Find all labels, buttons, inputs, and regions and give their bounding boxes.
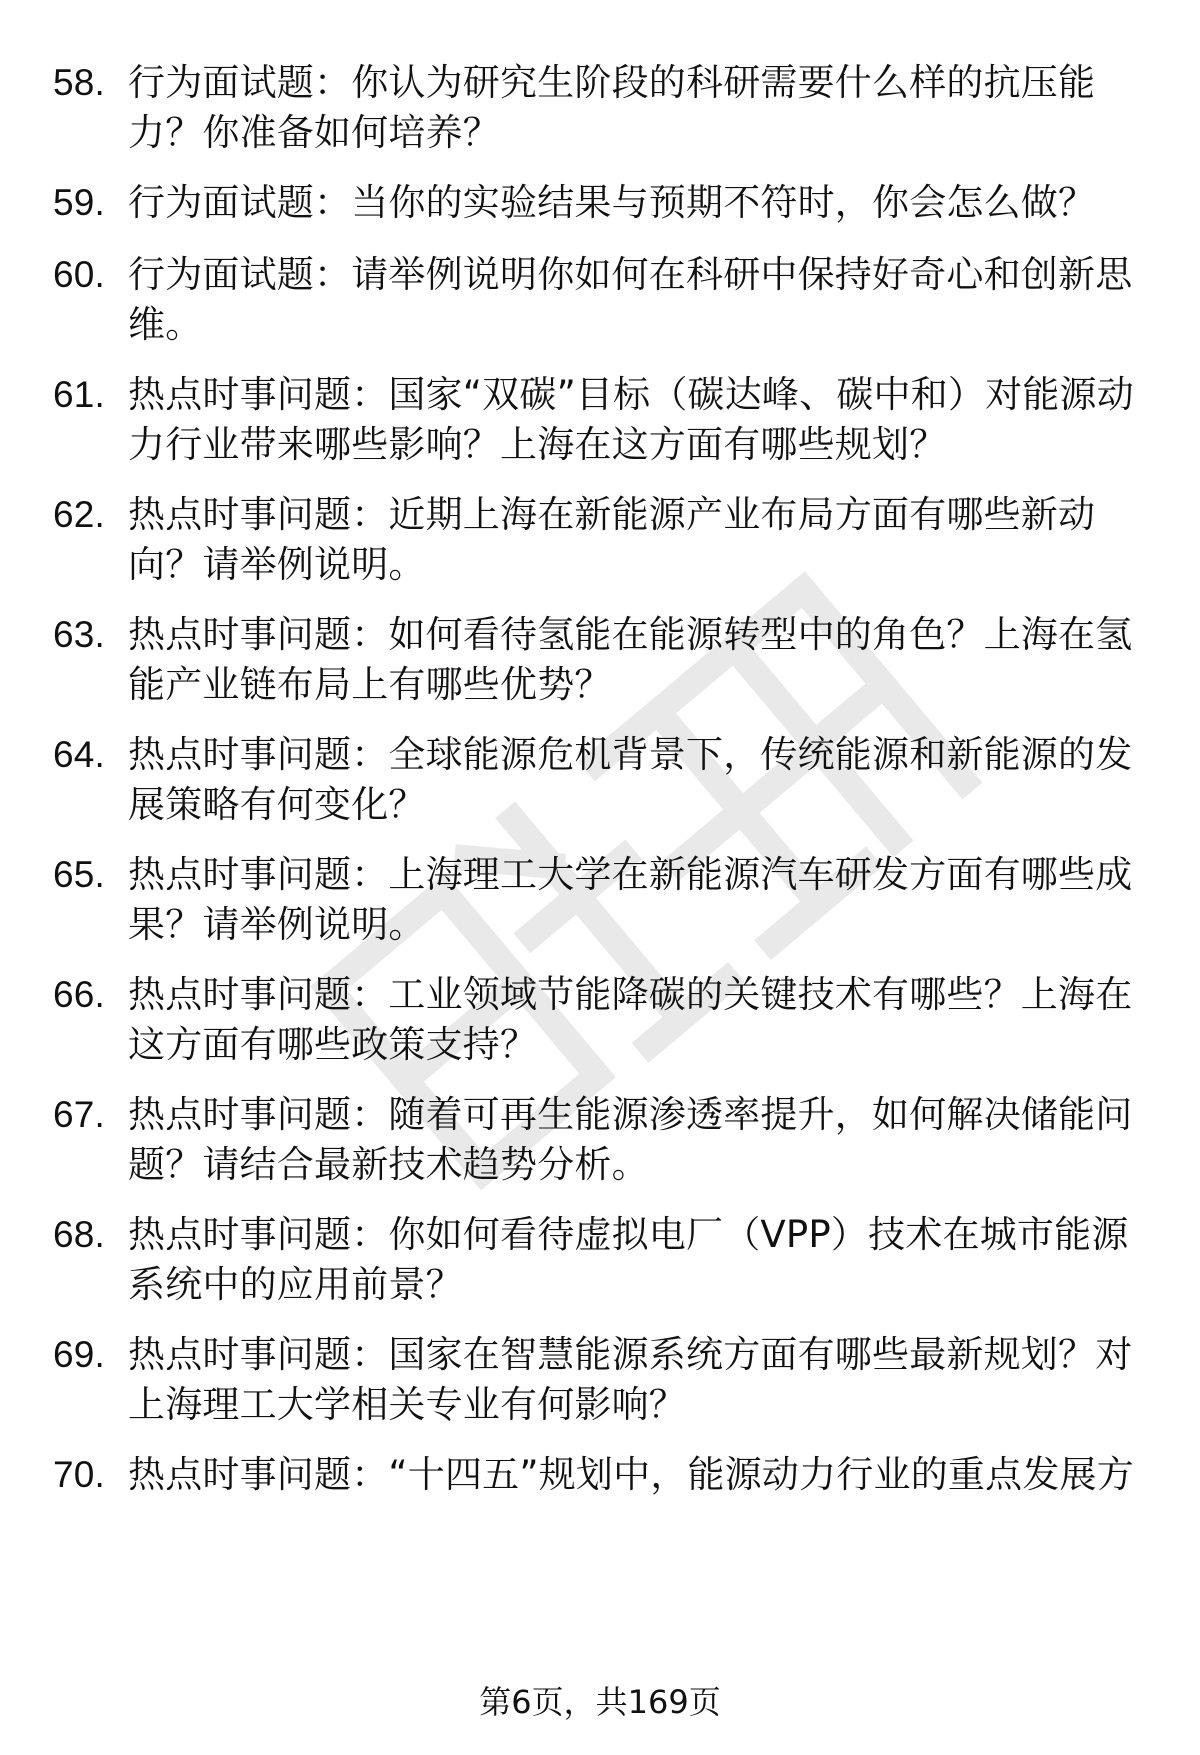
question-number: 63. <box>53 614 106 655</box>
question-text: 热点时事问题：“十四五”规划中，能源动力行业的重点发展方 <box>128 1453 1134 1496</box>
question-number: 66. <box>53 974 106 1015</box>
question-number: 69. <box>53 1334 106 1375</box>
question-number: 58. <box>53 62 106 103</box>
question-text: 热点时事问题：国家“双碳”目标（碳达峰、碳中和）对能源动力行业带来哪些影响？上海在这方面有哪些规划？ <box>128 373 1134 466</box>
question-number: 61. <box>53 374 106 415</box>
list-item <box>53 610 1153 710</box>
list-item <box>53 370 1153 470</box>
question-number: 65. <box>53 854 106 895</box>
list-item <box>53 58 1153 158</box>
question-number: 59. <box>53 182 106 223</box>
question-text: 热点时事问题：全球能源危机背景下，传统能源和新能源的发展策略有何变化？ <box>128 733 1133 826</box>
question-number: 64. <box>53 734 106 775</box>
question-text: 热点时事问题：随着可再生能源渗透率提升，如何解决储能问题？请结合最新技术趋势分析。 <box>128 1093 1133 1186</box>
question-number: 68. <box>53 1214 106 1255</box>
question-number: 62. <box>53 494 106 535</box>
list-item <box>53 1210 1153 1310</box>
question-text: 热点时事问题：上海理工大学在新能源汽车研发方面有哪些成果？请举例说明。 <box>128 853 1133 946</box>
list-item <box>53 250 1153 350</box>
list-item <box>53 850 1153 950</box>
list-item <box>53 1330 1153 1430</box>
list-item <box>53 490 1153 590</box>
question-text: 热点时事问题：你如何看待虚拟电厂（VPP）技术在城市能源系统中的应用前景？ <box>128 1213 1129 1306</box>
question-text: 行为面试题：请举例说明你如何在科研中保持好奇心和创新思维。 <box>128 253 1133 346</box>
list-item <box>53 178 1153 228</box>
list-item <box>53 1450 1153 1500</box>
question-text: 热点时事问题：近期上海在新能源产业布局方面有哪些新动向？请举例说明。 <box>128 493 1096 586</box>
question-number: 67. <box>53 1094 106 1135</box>
question-number: 70. <box>53 1454 106 1495</box>
question-text: 热点时事问题：国家在智慧能源系统方面有哪些最新规划？对上海理工大学相关专业有何影响？ <box>128 1333 1133 1426</box>
question-text: 行为面试题：当你的实验结果与预期不符时，你会怎么做？ <box>128 181 1096 224</box>
question-text: 热点时事问题：如何看待氢能在能源转型中的角色？上海在氢能产业链布局上有哪些优势？ <box>128 613 1133 706</box>
question-text: 行为面试题：你认为研究生阶段的科研需要什么样的抗压能力？你准备如何培养？ <box>128 61 1096 154</box>
list-item <box>53 1090 1153 1190</box>
question-number: 60. <box>53 254 106 295</box>
page-footer: 第6页，共169页 <box>479 1683 721 1721</box>
question-text: 热点时事问题：工业领域节能降碳的关键技术有哪些？上海在这方面有哪些政策支持？ <box>128 973 1133 1066</box>
list-item <box>53 730 1153 830</box>
list-item <box>53 970 1153 1070</box>
